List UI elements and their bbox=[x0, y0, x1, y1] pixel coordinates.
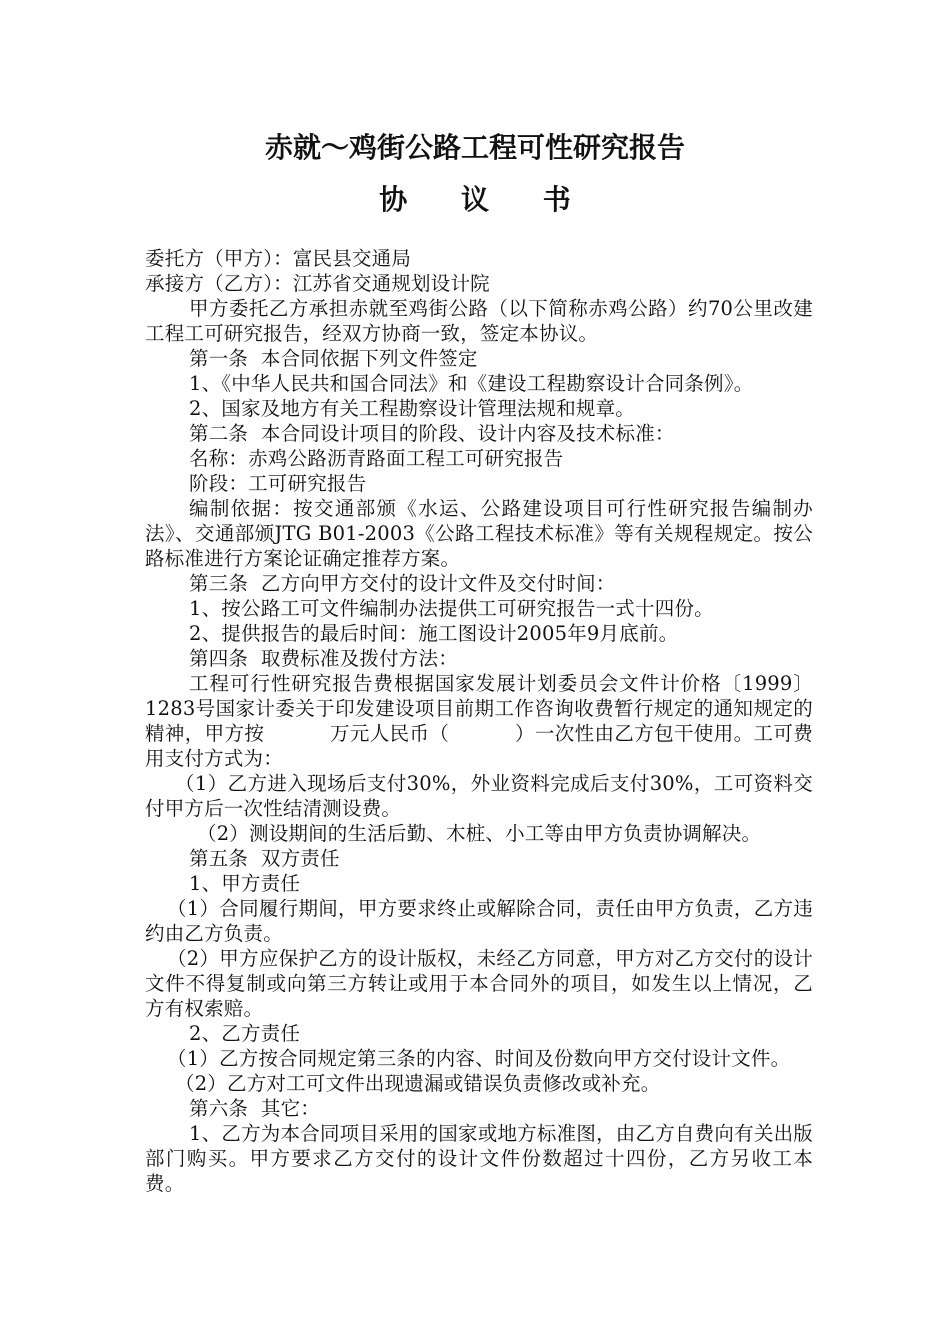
paragraph-article-6-item-1: 1、乙方为本合同项目采用的国家或地方标准图，由乙方自费向有关出版部门购买。甲方要求乙方交付的设计文件份数超过十四份，乙方另收工本费。 bbox=[145, 1122, 813, 1195]
document-subtitle: 协 议 书 bbox=[379, 183, 593, 216]
paragraph-party-a-duty-2: （2）甲方应保护乙方的设计版权，未经乙方同意，甲方对乙方交付的设计文件不得复制或向第三方转让或用于本合同外的项目，如发生以上情况，乙方有权索赔。 bbox=[145, 947, 813, 1020]
paragraph-article-6: 第六条 其它： bbox=[189, 1097, 320, 1120]
document-title: 赤就～鸡街公路工程可性研究报告 bbox=[264, 131, 685, 164]
paragraph-party-a-duty-1: （1）合同履行期间，甲方要求终止或解除合同，责任由甲方负责，乙方违约由乙方负责。 bbox=[145, 897, 813, 945]
paragraph-article-1: 第一条 本合同依据下列文件签定 bbox=[189, 347, 478, 370]
paragraph-article-3-item-1: 1、按公路工可文件编制办法提供工可研究报告一式十四份。 bbox=[189, 597, 714, 620]
paragraph-article-4: 第四条 取费标准及拨付方法： bbox=[189, 647, 458, 670]
paragraph-article-5: 第五条 双方责任 bbox=[189, 847, 340, 870]
paragraph-fee-basis: 工程可行性研究报告费根据国家发展计划委员会文件计价格〔1999〕1283号国家计委关于印发建设项目前期工作咨询收费暂行规定的通知规定的精神，甲方按 万元人民币（ ）一次性由乙方包干使用。工可费用支付方式为： bbox=[145, 672, 813, 770]
document-body bbox=[145, 246, 813, 1196]
paragraph-party-b-duty-1: （1）乙方按合同规定第三条的内容、时间及份数向甲方交付设计文件。 bbox=[167, 1047, 791, 1070]
paragraph-payment-2: （2）测设期间的生活后勤、木桩、小工等由甲方负责协调解决。 bbox=[197, 822, 762, 845]
paragraph-article-2: 第二条 本合同设计项目的阶段、设计内容及技术标准： bbox=[189, 422, 675, 445]
paragraph-project-stage: 阶段：工可研究报告 bbox=[189, 472, 367, 495]
paragraph-article-1-item-2: 2、国家及地方有关工程勘察设计管理法规和规章。 bbox=[189, 397, 636, 420]
paragraph-intro: 甲方委托乙方承担赤就至鸡街公路（以下简称赤鸡公路）约70公里改建工程工可研究报告，经双方协商一致，签定本协议。 bbox=[145, 297, 813, 345]
paragraph-party-a-duty: 1、甲方责任 bbox=[189, 872, 301, 895]
paragraph-party-b-duty: 2、乙方责任 bbox=[189, 1022, 301, 1045]
paragraph-article-3: 第三条 乙方向甲方交付的设计文件及交付时间： bbox=[189, 572, 616, 595]
paragraph-article-3-item-2: 2、提供报告的最后时间：施工图设计2005年9月底前。 bbox=[189, 622, 679, 645]
paragraph-client: 委托方（甲方）：富民县交通局 bbox=[145, 247, 412, 270]
paragraph-payment-1: （1）乙方进入现场后支付30%，外业资料完成后支付30%，工可资料交付甲方后一次性结清测设费。 bbox=[145, 772, 813, 820]
paragraph-project-name: 名称：赤鸡公路沥青路面工程工可研究报告 bbox=[189, 447, 564, 470]
paragraph-basis: 编制依据：按交通部颁《水运、公路建设项目可行性研究报告编制办法》、交通部颁JTG B01-2003《公路工程技术标准》等有关规程规定。按公路标准进行方案论证确定推荐方案。 bbox=[145, 497, 813, 570]
paragraph-party-b-duty-2: （2）乙方对工可文件出现遗漏或错误负责修改或补充。 bbox=[175, 1072, 661, 1095]
paragraph-contractor: 承接方（乙方）：江苏省交通规划设计院 bbox=[145, 272, 490, 295]
paragraph-article-1-item-1: 1、《中华人民共和国合同法》和《建设工程勘察设计合同条例》。 bbox=[189, 372, 754, 395]
